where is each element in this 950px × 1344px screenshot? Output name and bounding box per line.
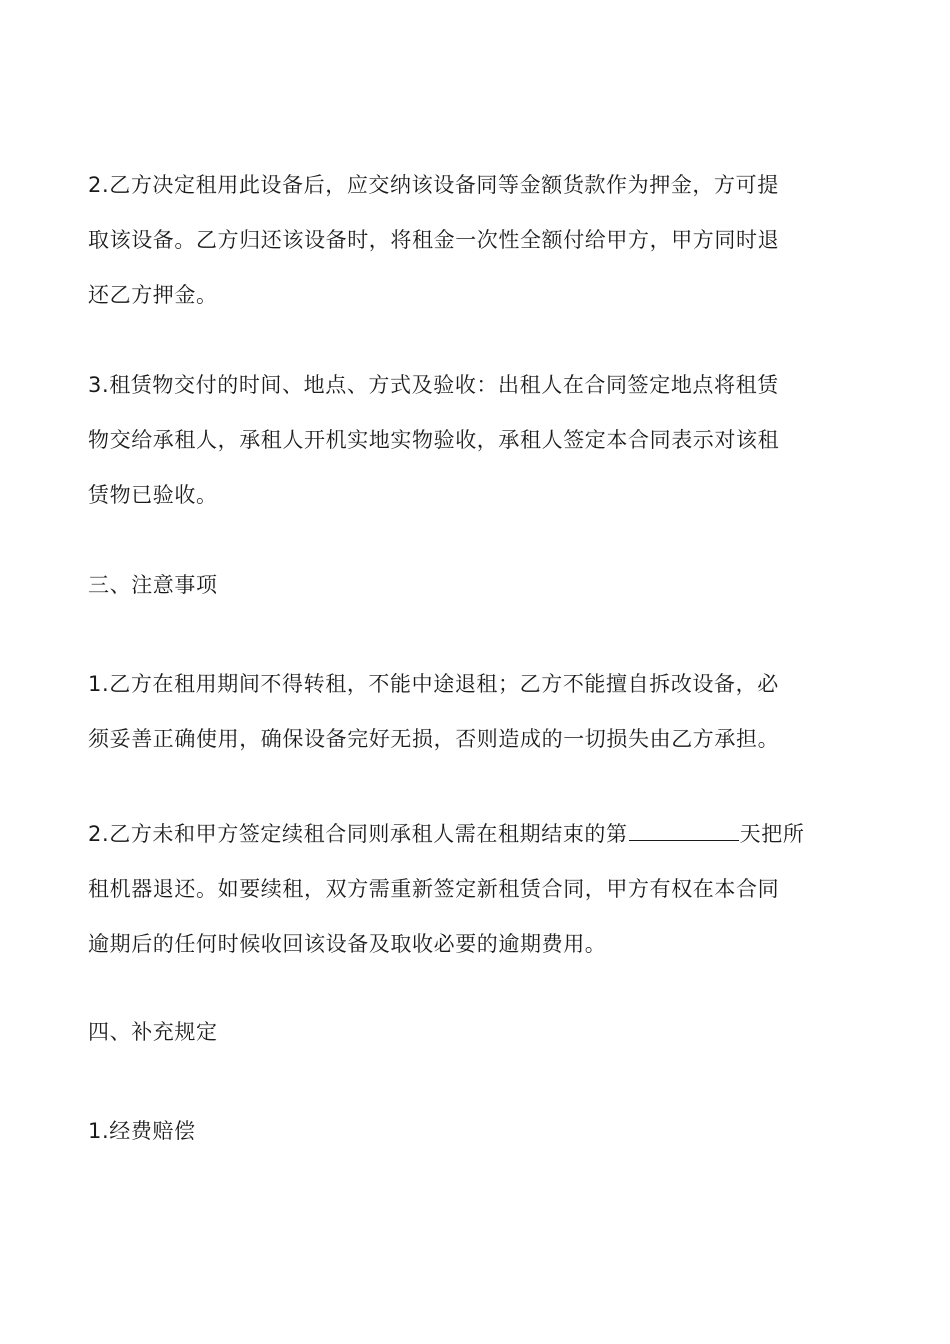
paragraph-deposit [88, 158, 868, 323]
section-heading-notes [88, 558, 868, 613]
paragraph-line: 物交给承租人，承租人开机实地实物验收，承租人签定本合同表示对该租 [88, 428, 780, 452]
paragraph-line: 取该设备。乙方归还该设备时，将租金一次性全额付给甲方，甲方同时退 [88, 228, 780, 252]
paragraph-line: 逾期后的任何时候收回该设备及取收必要的逾期费用。 [88, 932, 607, 956]
line-text-after-blank: 天把所 [739, 822, 805, 846]
line-text-before-blank: 2.乙方未和甲方签定续租合同则承租人需在租期结束的第 [88, 822, 628, 846]
paragraph-supplement-1 [88, 1104, 868, 1159]
section-heading-supplement [88, 1005, 868, 1060]
paragraph-note-1 [88, 657, 868, 767]
paragraph-line: 2.乙方决定租用此设备后，应交纳该设备同等金额货款作为押金，方可提 [88, 173, 779, 197]
heading-text: 三、注意事项 [88, 573, 218, 597]
paragraph-line: 还乙方押金。 [88, 283, 218, 307]
paragraph-delivery [88, 358, 868, 523]
paragraph-line: 赁物已验收。 [88, 483, 218, 507]
heading-text: 四、补充规定 [88, 1020, 218, 1044]
paragraph-line: 租机器退还。如要续租，双方需重新签定新租赁合同，甲方有权在本合同 [88, 877, 780, 901]
paragraph-line [88, 807, 868, 862]
fill-in-blank [629, 822, 739, 841]
paragraph-note-2 [88, 807, 868, 972]
paragraph-line: 须妥善正确使用，确保设备完好无损，否则造成的一切损失由乙方承担。 [88, 727, 780, 751]
paragraph-line: 3.租赁物交付的时间、地点、方式及验收：出租人在合同签定地点将租赁 [88, 373, 779, 397]
paragraph-line: 1.经费赔偿 [88, 1119, 196, 1143]
paragraph-line: 1.乙方在租用期间不得转租，不能中途退租；乙方不能擅自拆改设备，必 [88, 672, 779, 696]
